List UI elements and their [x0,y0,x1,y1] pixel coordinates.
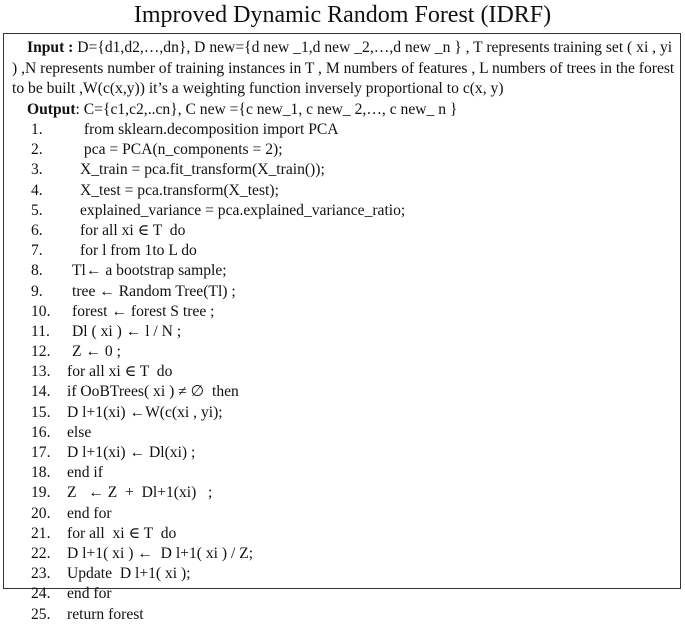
algorithm-line [4,241,680,261]
algorithm-line [4,504,680,524]
line-text: D l+1( xi ) ← D l+1( xi ) / Z; [67,544,254,562]
line-number: 13. [31,363,51,381]
line-text: for all xi ∈ T do [80,221,186,239]
line-text: Update D l+1( xi ); [67,565,191,583]
line-text: for l from 1to L do [80,242,197,260]
line-number: 22. [31,544,51,562]
line-number: 17. [31,444,51,461]
line-text: X_test = pca.transform(X_test); [80,181,279,199]
algorithm-line [4,261,680,281]
line-number: 1. [31,121,43,138]
algorithm-line [4,322,680,342]
line-number: 12. [31,343,51,361]
input-description [12,38,676,100]
algorithm-line [4,463,680,483]
line-number: 23. [31,565,51,583]
line-number: 20. [31,504,51,522]
line-number: 2. [31,141,43,159]
line-text: D l+1(xi) ←W(c(xi , yi); [67,403,223,421]
algorithm-line [4,282,680,302]
line-text: if OoBTrees( xi ) ≠ ∅ then [67,383,239,401]
line-text: Z ← 0 ; [72,343,121,361]
algorithm-line [4,201,680,221]
algorithm-steps [4,120,680,625]
algorithm-line [4,120,680,140]
line-number: 5. [31,201,43,219]
input-label: Input : [27,39,74,56]
line-number: 24. [31,585,51,603]
algorithm-line [4,181,680,201]
algorithm-line [4,382,680,402]
line-number: 4. [31,181,43,199]
line-number: 7. [31,242,43,260]
algorithm-line [4,140,680,160]
line-number: 6. [31,221,43,239]
algorithm-line [4,342,680,362]
algorithm-line [4,362,680,382]
algorithm-box [3,33,681,623]
line-number: 14. [31,383,51,401]
line-text: for all xi ∈ T do [67,363,173,381]
algorithm-line [4,403,680,423]
line-number: 3. [31,161,43,179]
algorithm-line [4,544,680,564]
algorithm-line [4,221,680,241]
algorithm-title: Improved Dynamic Random Forest (IDRF) [133,2,552,28]
line-number: 16. [31,423,51,441]
algorithm-line [4,443,680,463]
line-number: 19. [31,484,51,502]
input-text: D={d1,d2,…,dn}, D new={d new _1,d new _2,…,d new _n } , T represents training set ( xi , yi ) ,N represents number of training instances in T , M numbers of features , L numbers of trees in the forest to be built ,W(c(x,y)) it’s a weighting function inversely proportional to c(x, y) [12,39,675,97]
algorithm-line [4,483,680,503]
line-text: forest ← forest S tree ; [72,302,215,320]
line-text: pca = PCA(n_components = 2); [80,141,283,159]
line-number: 9. [31,282,43,300]
line-text: explained_variance = pca.explained_variance_ratio; [80,201,406,219]
line-number: 11. [31,322,50,340]
line-text: end if [67,464,103,482]
line-number: 18. [31,464,51,482]
algorithm-line [4,302,680,322]
line-text: D l+1(xi) ← Dl(xi) ; [67,444,196,461]
line-text: tree ← Random Tree(Tl) ; [72,282,236,300]
line-number: 15. [31,403,51,421]
line-text: return forest [67,605,144,623]
line-number: 21. [31,524,51,542]
line-number: 25. [31,605,51,623]
algorithm-line [4,524,680,544]
line-text: X_train = pca.fit_transform(X_train()); [80,161,325,179]
algorithm-line [4,160,680,180]
line-text: for all xi ∈ T do [67,524,177,542]
line-text: Z ← Z + Dl+1(xi) ; [67,484,213,502]
algorithm-line [4,584,680,604]
output-description [27,100,457,120]
algorithm-line [4,605,680,625]
line-text: end for [67,585,112,603]
line-text: Dl ( xi ) ← l / N ; [72,322,182,340]
output-text: : C={c1,c2,..cn}, C new ={c new_1, c new_ 2,…, c new_ n } [75,101,458,118]
line-text: Tl← a bootstrap sample; [72,262,227,280]
output-label: Output [27,101,76,118]
line-text: from sklearn.decomposition import PCA [80,121,339,138]
line-text: end for [67,504,112,522]
line-number: 10. [31,302,51,320]
algorithm-line [4,423,680,443]
line-number: 8. [31,262,43,280]
algorithm-line [4,564,680,584]
line-text: else [67,423,92,441]
